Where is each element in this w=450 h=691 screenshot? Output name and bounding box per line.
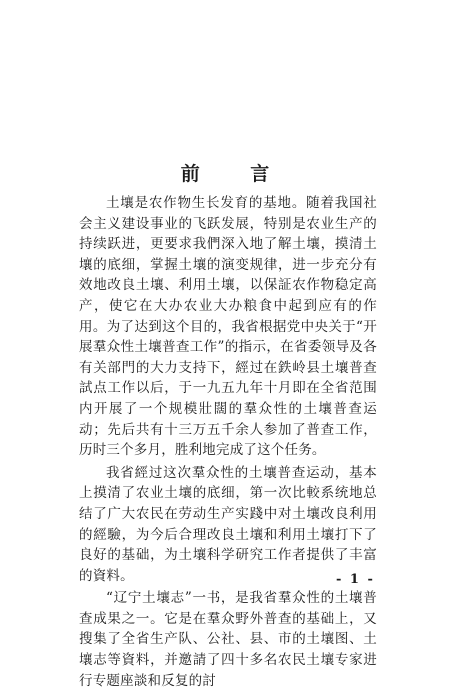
body-text <box>79 193 377 691</box>
paragraph-2: 我省經过这次羣众性的土壤普查运动，基本上摸清了农业土壤的底细，第一次比較系统地总结了广大农民在劳动生产实踐中对土壤改良利用的經驗，为今后合理改良土壤和利用土壤打下了良好的基础，为土壤科学研究工作者提供了丰富的資料。 <box>79 464 377 584</box>
page-title: 前 言 <box>180 163 292 185</box>
paragraph-1: 土壤是农作物生长发育的基地。随着我国社会主义建设事业的飞跃发展，特别是农业生产的持续跃进，更要求我們深入地了解土壤，摸清土壤的底细，掌握土壤的演变规律，进一步充分有效地改良土壤、利用土壤，以保証农作物稳定高产，使它在大办农业大办粮食中起到应有的作用。为了达到这个目的，我省根据党中央关于“开展羣众性土壤普查工作”的指示，在省委领导及各有关部門的大力支持下，經过在鉄岭县土壤普查試点工作以后，于一九五九年十月即在全省范围内开展了一个规模壯闊的羣众性的土壤普查运动；先后共有十三万五千余人参加了普查工作，历时三个多月，胜利地完成了这个任务。 <box>79 195 377 459</box>
paragraph-3: “辽宁土壤志”一书，是我省羣众性的土壤普查成果之一。它是在羣众野外普查的基础上，又搜集了全省生产队、公社、县、市的土壤图、土壤志等資料，并邀請了四十多名农民土壤专家进行专题座談和反复的討 <box>79 590 377 689</box>
page-number: - 1 - <box>336 572 375 587</box>
